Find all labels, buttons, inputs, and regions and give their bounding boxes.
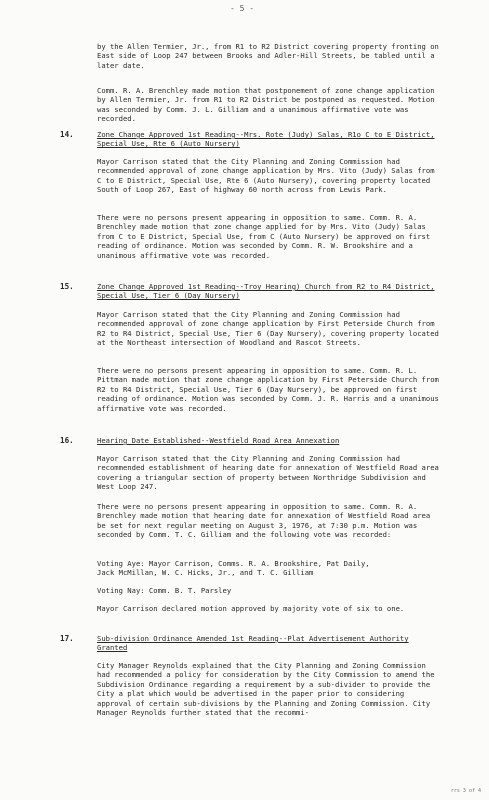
item-16-paragraph-1: Mayor Carrison stated that the City Planning and Zoning Commission had recommended establishment of hearing date for annexation of Westfield Road area covering a triangular section of property between Northridge Subdivision and West Loop 247.: [97, 454, 439, 492]
page-number: - 5 -: [230, 4, 255, 13]
item-17-paragraph-1: City Manager Reynolds explained that the City Planning and Zoning Commission had recommended a policy for consideration by the City Commission to amend the Subdivision Ordinance regarding a requirement by a sub-divider to provide the City a plat which would be advertised in the paper prior to considering approval of certain sub-divisions by the Planning and Zoning Commission. City Manager Reynolds further stated that the recommi-: [97, 661, 435, 718]
item-16-voting-aye: Voting Aye: Mayor Carrison, Comms. R. A. Brookshire, Pat Daily, Jack McMillan, W. C. Hicks, Jr., and T. C. Gilliam: [97, 559, 370, 578]
item-16-number: 16.: [60, 436, 74, 445]
item-14-number: 14.: [60, 130, 74, 139]
page-footer: rrs 3 of 4: [450, 788, 481, 794]
item-16-title: Hearing Date Established--Westfield Road Area Annexation: [97, 436, 340, 445]
item-15-paragraph-1: Mayor Carrison stated that the City Planning and Zoning Commission had recommended approval of zone change application by First Peterside Church from R2 to R4 District, Special Use, Tier 6 (Day Nursery), covering property located at the Northeast intersection of Woodland and Rascot Streets.: [97, 310, 439, 348]
item-17-number: 17.: [60, 634, 74, 643]
item-15-number: 15.: [60, 282, 74, 291]
item-17-title: Sub-division Ordinance Amended 1st Reading--Plat Advertisement Authority Granted: [97, 634, 409, 653]
item-15-paragraph-2: There were no persons present appearing in opposition to same. Comm. R. L. Pittman made motion that zone change application by First Peterside Church from R2 to R4 District, Special Use, Tier 6 (Day Nursery), be approved on first reading of ordinance. Motion was seconded by Comm. J. R. Harris and a unanimous affirmative vote was recorded.: [97, 366, 439, 413]
item-15-title: Zone Change Approved 1st Reading--Troy Hearing) Church from R2 to R4 District, Special Use, Tier 6 (Day Nursery): [97, 282, 435, 301]
item-14-paragraph-2: There were no persons present appearing in opposition to same. Comm. R. A. Brenchley made motion that zone change applied for by Mrs. Vito (Judy) Salas from C to E District, Special Use, from C (Auto Nursery) be approved on first reading of ordinance. Motion was seconded by Comm. R. W. Brookshire and a unanimous affirmative vote was recorded.: [97, 213, 431, 260]
item-16-paragraph-2: There were no persons present appearing in opposition to same. Comm. R. A. Brenchley made motion that hearing date for annexation of Westfield Road area be set for next regular meeting on August 3, 1976, at 7:30 p.m. Motion was seconded by Comm. T. C. Gilliam and the following vote was recorded:: [97, 502, 431, 540]
item-16-closing: Mayor Carrison declared motion approved by majority vote of six to one.: [97, 604, 405, 613]
intro-paragraph-1: by the Allen Termier, Jr., from R1 to R2 District covering property fronting on East side of Loop 247 between Brooks and Adler-Hill Streets, be tabled until a later date.: [97, 42, 439, 70]
intro-paragraph-2: Comm. R. A. Brenchley made motion that postponement of zone change application by Allen Termier, Jr. from R1 to R2 District be postponed as requested. Motion was seconded by Comm. J. L. Gilliam and a unanimous affirmative vote was recorded.: [97, 86, 435, 124]
item-16-voting-nay: Voting Nay: Comm. B. T. Parsley: [97, 586, 232, 595]
item-14-paragraph-1: Mayor Carrison stated that the City Planning and Zoning Commission had recommended approval of zone change application by Mrs. Vito (Judy) Salas from C to E District, Special Use, Rte 6 (Auto Nursery), covering property located South of Loop 267, East of highway 60 north across from Lewis Park.: [97, 157, 435, 195]
item-14-title: Zone Change Approved 1st Reading--Mrs. Rote (Judy) Salas, R1o C to E District, Special Use, Rte 6 (Auto Nursery): [97, 130, 435, 149]
